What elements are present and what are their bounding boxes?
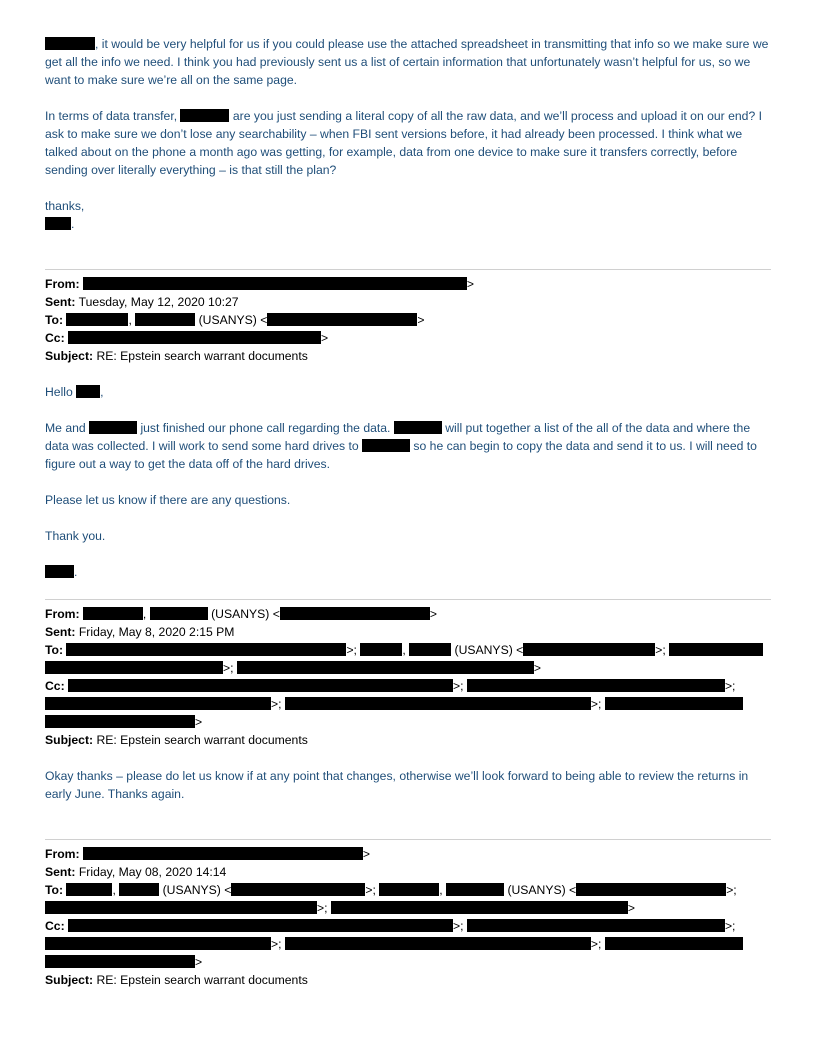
redaction (446, 883, 504, 896)
message-3-body (45, 767, 771, 803)
redaction (45, 661, 223, 674)
to-line: To: >; , (USANYS) < >; (45, 641, 771, 659)
redaction (45, 715, 195, 728)
subject-line: Subject: RE: Epstein search warrant documents (45, 349, 308, 363)
from-line: From: , (USANYS) < > (45, 607, 437, 621)
redaction (467, 679, 725, 692)
redaction (76, 385, 100, 398)
redaction (231, 883, 365, 896)
cc-line-continued: > (45, 953, 771, 971)
subject-line: Subject: RE: Epstein search warrant documents (45, 733, 308, 747)
to-line-continued: >; > (45, 899, 771, 917)
message-2-signature: . (45, 563, 771, 581)
redaction (360, 643, 402, 656)
redaction (68, 331, 321, 344)
redaction (605, 697, 743, 710)
redaction (135, 313, 195, 326)
redaction (45, 937, 271, 950)
redaction (285, 697, 591, 710)
divider (45, 269, 771, 270)
redaction (150, 607, 208, 620)
to-line-continued: >; > (45, 659, 771, 677)
cc-line: Cc: >; >; (45, 679, 736, 693)
redaction (83, 277, 467, 290)
redaction (89, 421, 137, 434)
cc-line: Cc: >; >; (45, 919, 736, 933)
message-1-paragraph-1: , it would be very helpful for us if you could please use the attached spreadsheet in transmitting that info so we make sure we get all the info we need. I think you had previously sent us a list of certain information that unfortunately wasn’t helpful for us, so we want to make sure we’re all on the same page. (45, 37, 769, 87)
redaction (45, 37, 95, 50)
redaction (409, 643, 451, 656)
redaction (362, 439, 410, 452)
redaction (45, 955, 195, 968)
redaction (68, 679, 453, 692)
redaction (331, 901, 628, 914)
message-1-signature: . (45, 215, 771, 233)
cc-line-continued: >; >; (45, 695, 771, 713)
email-header-3 (45, 605, 771, 749)
redaction (83, 607, 143, 620)
email-thread (45, 35, 771, 989)
message-1-closing: thanks, (45, 199, 85, 213)
message-1-body (45, 35, 771, 233)
cc-line-continued: > (45, 713, 771, 731)
redaction (45, 697, 271, 710)
from-line: From: > (45, 847, 371, 861)
redaction (523, 643, 655, 656)
redaction (379, 883, 439, 896)
subject-line: Subject: RE: Epstein search warrant documents (45, 973, 308, 987)
to-line: To: , (USANYS) < >; , (USANYS) < >; (45, 883, 737, 897)
redaction (237, 661, 534, 674)
redaction (45, 565, 74, 578)
to-line: To: , (USANYS) < > (45, 313, 425, 327)
cc-line-continued: >; >; (45, 935, 771, 953)
redaction (280, 607, 430, 620)
message-2-paragraph-3: Thank you. (45, 529, 106, 543)
message-1-paragraph-2: In terms of data transfer, are you just sending a literal copy of all the raw data, and we’ll process and upload it on our end? I ask to make sure we don’t lose any searchability – when FBI sent versions before, it had already been processed. I think what we talked about on the phone a month ago was getting, for example, data from one device to make sure it transfers correctly, before sending over literally everything – is that still the plan? (45, 109, 763, 177)
redaction (45, 217, 71, 230)
message-2-paragraph-1: Me and just finished our phone call regarding the data. will put together a list of the all of the data and where the data was collected. I will work to send some hard drives to so he can begin to copy the data and send it to us. I will need to figure out a way to get the data off of the hard drives. (45, 421, 757, 471)
redaction (68, 919, 453, 932)
redaction (66, 883, 112, 896)
redaction (576, 883, 726, 896)
message-2-body (45, 383, 771, 581)
sent-line: Sent: Friday, May 8, 2020 2:15 PM (45, 625, 235, 639)
message-2-paragraph-2: Please let us know if there are any questions. (45, 493, 291, 507)
redaction (119, 883, 159, 896)
email-header-4 (45, 845, 771, 989)
redaction (66, 643, 346, 656)
redaction (285, 937, 591, 950)
redaction (45, 901, 317, 914)
redaction (467, 919, 725, 932)
redaction (66, 313, 128, 326)
redaction (669, 643, 763, 656)
message-3-paragraph-1: Okay thanks – please do let us know if at any point that changes, otherwise we’ll look forward to being able to review the returns in early June. Thanks again. (45, 769, 749, 801)
sent-line: Sent: Tuesday, May 12, 2020 10:27 (45, 295, 239, 309)
redaction (394, 421, 442, 434)
redaction (267, 313, 417, 326)
divider (45, 839, 771, 840)
divider (45, 599, 771, 600)
redaction (180, 109, 229, 122)
email-header-2 (45, 275, 771, 365)
redaction (605, 937, 743, 950)
redaction (83, 847, 363, 860)
sent-line: Sent: Friday, May 08, 2020 14:14 (45, 865, 227, 879)
from-line: From: > (45, 277, 475, 291)
cc-line: Cc: > (45, 331, 329, 345)
message-2-greeting: Hello , (45, 385, 104, 399)
